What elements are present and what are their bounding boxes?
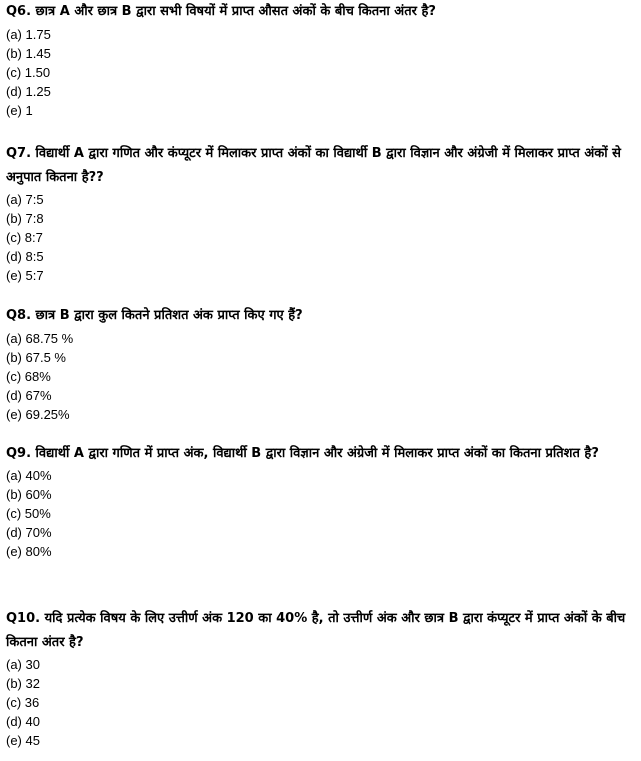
question-9-option-a: (a) 40% xyxy=(6,468,52,483)
question-7-options xyxy=(6,190,634,285)
question-9-option-e: (e) 80% xyxy=(6,544,52,559)
question-6-option-e: (e) 1 xyxy=(6,103,33,118)
question-8-option-e: (e) 69.25% xyxy=(6,407,70,422)
question-7-option-d: (d) 8:5 xyxy=(6,249,44,264)
question-10 xyxy=(6,607,634,750)
question-7-option-b: (b) 7:8 xyxy=(6,211,44,226)
question-7-title: Q7. विद्यार्थी A द्वारा गणित और कंप्यूटर में मिलाकर प्राप्त अंकों का विद्यार्थी B द्वारा विज्ञान और अंग्रेजी में मिलाकर प्राप्त अंकों से अनुपात कितना है?? xyxy=(6,146,626,185)
question-6-option-b: (b) 1.45 xyxy=(6,46,51,61)
question-10-option-b: (b) 32 xyxy=(6,676,40,691)
question-9-option-c: (c) 50% xyxy=(6,506,51,521)
question-9-options xyxy=(6,466,634,561)
question-9 xyxy=(6,442,634,561)
question-8-option-b: (b) 67.5 % xyxy=(6,350,66,365)
question-6 xyxy=(6,0,634,120)
question-10-title: Q10. यदि प्रत्येक विषय के लिए उत्तीर्ण अंक 120 का 40% है, तो उत्तीर्ण अंक और छात्र B द्वारा कंप्यूटर में प्राप्त अंकों के बीच कितना अंतर है? xyxy=(6,611,630,650)
question-8-options xyxy=(6,329,634,424)
question-7 xyxy=(6,142,634,285)
question-9-option-d: (d) 70% xyxy=(6,525,52,540)
question-8-option-d: (d) 67% xyxy=(6,388,52,403)
question-8 xyxy=(6,304,634,424)
question-10-option-a: (a) 30 xyxy=(6,657,40,672)
question-10-options xyxy=(6,655,634,750)
question-6-option-c: (c) 1.50 xyxy=(6,65,51,80)
question-8-title: Q8. छात्र B द्वारा कुल कितने प्रतिशत अंक प्राप्त किए गए हैं? xyxy=(6,308,303,323)
question-9-option-b: (b) 60% xyxy=(6,487,52,502)
question-7-option-e: (e) 5:7 xyxy=(6,268,44,283)
question-6-option-d: (d) 1.25 xyxy=(6,84,51,99)
question-7-option-c: (c) 8:7 xyxy=(6,230,43,245)
question-7-option-a: (a) 7:5 xyxy=(6,192,44,207)
question-6-option-a: (a) 1.75 xyxy=(6,27,51,42)
question-10-option-e: (e) 45 xyxy=(6,733,40,748)
question-8-option-a: (a) 68.75 % xyxy=(6,331,74,346)
question-6-options xyxy=(6,25,634,120)
question-8-option-c: (c) 68% xyxy=(6,369,51,384)
question-6-title: Q6. छात्र A और छात्र B द्वारा सभी विषयों में प्राप्त औसत अंकों के बीच कितना अंतर है? xyxy=(6,4,436,19)
question-9-title: Q9. विद्यार्थी A द्वारा गणित में प्राप्त अंक, विद्यार्थी B द्वारा विज्ञान और अंग्रेजी में मिलाकर प्राप्त अंकों का कितना प्रतिशत है? xyxy=(6,446,599,461)
question-10-option-d: (d) 40 xyxy=(6,714,40,729)
question-10-option-c: (c) 36 xyxy=(6,695,40,710)
